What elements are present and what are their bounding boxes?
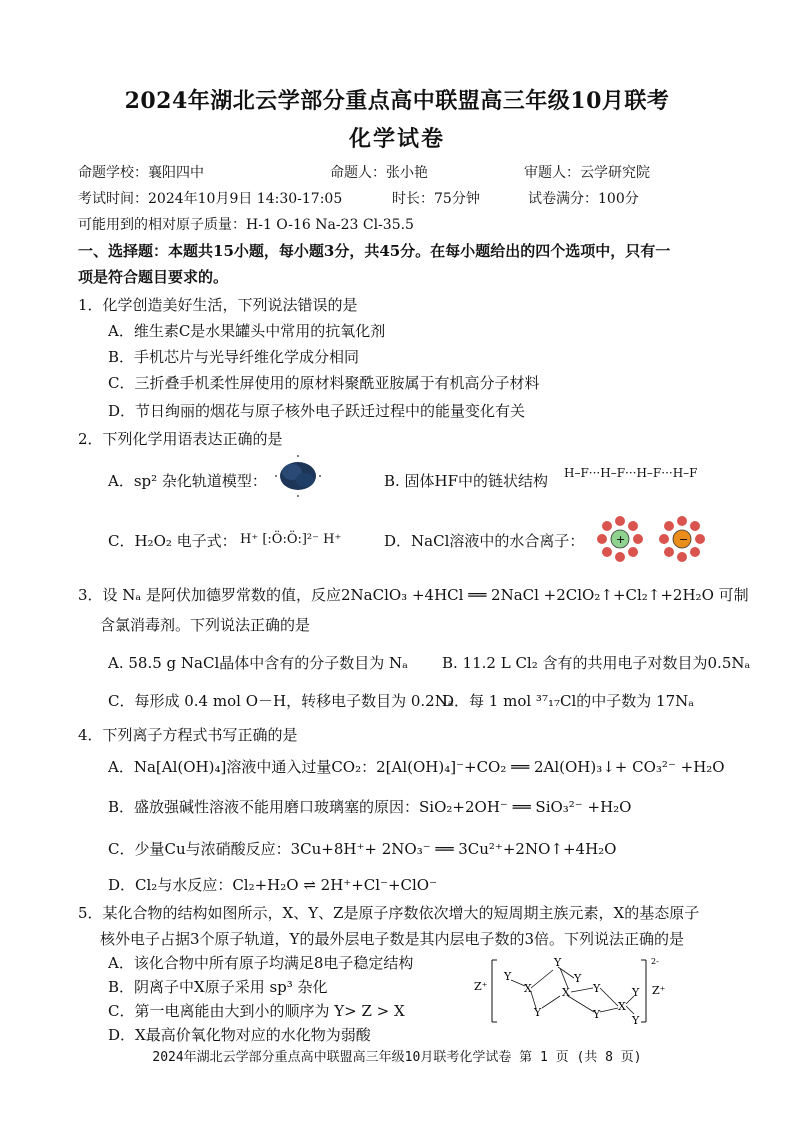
q3-option-d: D．每 1 mol ³⁷₁₇Cl的中子数为 17Nₐ <box>442 692 695 710</box>
anion-charge: 2- <box>651 957 659 966</box>
y-atom: Y <box>593 1008 601 1021</box>
y-atom: Y <box>632 1014 640 1027</box>
exam-subtitle: 化学试卷 <box>348 126 445 152</box>
z-cation-right: Z⁺ <box>652 984 666 997</box>
q5-option-b: B．阴离子中X原子采用 sp³ 杂化 <box>108 978 328 996</box>
z-cation-left: Z⁺ <box>474 980 488 993</box>
exam-time: 考试时间：2024年10月9日 14:30-17:05 <box>78 191 343 207</box>
q3-option-b: B. 11.2 L Cl₂ 含有的共用电子对数目为0.5Nₐ <box>442 654 751 672</box>
atomic-masses: 可能用到的相对原子质量：H-1 O-16 Na-23 Cl-35.5 <box>78 217 414 233</box>
y-atom: Y <box>554 956 562 969</box>
setter-name: 命题人：张小艳 <box>330 165 428 181</box>
x-atom: X <box>562 986 570 999</box>
q1-option-b: B．手机芯片与光导纤维化学成分相同 <box>108 348 360 366</box>
q4-option-c: C．少量Cu与浓硝酸反应：3Cu+8H⁺+ 2NO₃⁻ ══ 3Cu²⁺+2NO↑+4H₂O <box>108 840 617 858</box>
page-footer: 2024年湖北云学部分重点高中联盟高三年级10月联考化学试卷 第 1 页 (共 8 页) <box>152 1050 642 1065</box>
q1-option-d: D．节日绚丽的烟花与原子核外电子跃迁过程中的能量变化有关 <box>108 402 526 420</box>
setter-school: 命题学校：襄阳四中 <box>78 165 204 181</box>
q1-option-c: C．三折叠手机柔性屏使用的原材料聚酰亚胺属于有机高分子材料 <box>108 374 540 392</box>
q4-stem: 4．下列离子方程式书写正确的是 <box>78 726 298 744</box>
sp2-orbital-figure <box>272 452 324 498</box>
q5-option-d: D．X最高价氧化物对应的水化物为弱酸 <box>108 1026 371 1044</box>
y-atom: Y <box>534 1006 542 1019</box>
q2-option-d: D．NaCl溶液中的水合离子： <box>384 532 585 550</box>
q5-option-a: A．该化合物中所有原子均满足8电子稳定结构 <box>108 954 414 972</box>
reviewer-name: 审题人：云学研究院 <box>524 165 650 181</box>
section-heading-cont: 项是符合题目要求的。 <box>78 268 229 286</box>
q3-stem-cont: 含氯消毒剂。下列说法正确的是 <box>100 616 311 634</box>
q2-option-b: B. 固体HF中的链状结构 <box>384 472 549 490</box>
q5-structure-figure <box>468 950 674 1030</box>
q4-option-a: A．Na[Al(OH)₄]溶液中通入过量CO₂：2[Al(OH)₄]⁻+CO₂ ══ 2Al(OH)₃↓+ CO₃²⁻ +H₂O <box>108 758 725 776</box>
q5-stem: 5．某化合物的结构如图所示，X、Y、Z是原子序数依次增大的短周期主族元素，X的基态原子 <box>78 904 700 922</box>
q3-stem: 3．设 Nₐ 是阿伏加德罗常数的值，反应2NaClO₃ +4HCl ══ 2NaCl +2ClO₂↑+Cl₂↑+2H₂O 可制 <box>78 586 749 604</box>
q3-option-a: A. 58.5 g NaCl晶体中含有的分子数目为 Nₐ <box>108 654 408 672</box>
q2-option-a: A．sp² 杂化轨道模型： <box>108 472 267 490</box>
q3-option-c: C．每形成 0.4 mol O－H，转移电子数目为 0.2Nₐ <box>108 692 454 710</box>
y-atom: Y <box>593 982 601 995</box>
section-heading: 一、选择题：本题共15小题，每小题3分，共45分。在每小题给出的四个选项中，只有一 <box>78 242 671 260</box>
x-atom: X <box>618 1000 626 1013</box>
q1-option-a: A．维生素C是水果罐头中常用的抗氧化剂 <box>108 322 386 340</box>
x-atom: X <box>524 982 532 995</box>
q5-option-c: C．第一电离能由大到小的顺序为 Y> Z > X <box>108 1002 405 1020</box>
y-atom: Y <box>574 972 582 985</box>
h2o2-electron-formula: H⁺ [:Ö:Ö:]²⁻ H⁺ <box>240 532 342 547</box>
q2-stem: 2．下列化学用语表达正确的是 <box>78 430 283 448</box>
q5-stem-cont: 核外电子占据3个原子轨道，Y的最外层电子数是其内层电子数的3倍。下列说法正确的是 <box>100 930 684 948</box>
full-score: 试卷满分：100分 <box>528 191 639 207</box>
exam-duration: 时长：75分钟 <box>392 191 480 207</box>
svg-text:+: + <box>616 533 626 546</box>
svg-text:−: − <box>679 533 689 546</box>
q2-option-c: C．H₂O₂ 电子式： <box>108 532 237 550</box>
hydrated-ions-figure <box>594 514 724 564</box>
hf-chain-structure: H–F···H–F···H–F···H–F <box>564 466 698 480</box>
y-atom: Y <box>504 970 512 983</box>
q4-option-d: D．Cl₂与水反应：Cl₂+H₂O ⇌ 2H⁺+Cl⁻+ClO⁻ <box>108 876 438 894</box>
q1-stem: 1．化学创造美好生活，下列说法错误的是 <box>78 296 358 314</box>
exam-title: 2024年湖北云学部分重点高中联盟高三年级10月联考 <box>124 88 670 114</box>
q4-option-b: B．盛放强碱性溶液不能用磨口玻璃塞的原因：SiO₂+2OH⁻ ══ SiO₃²⁻ +H₂O <box>108 798 632 816</box>
y-atom: Y <box>632 986 640 999</box>
